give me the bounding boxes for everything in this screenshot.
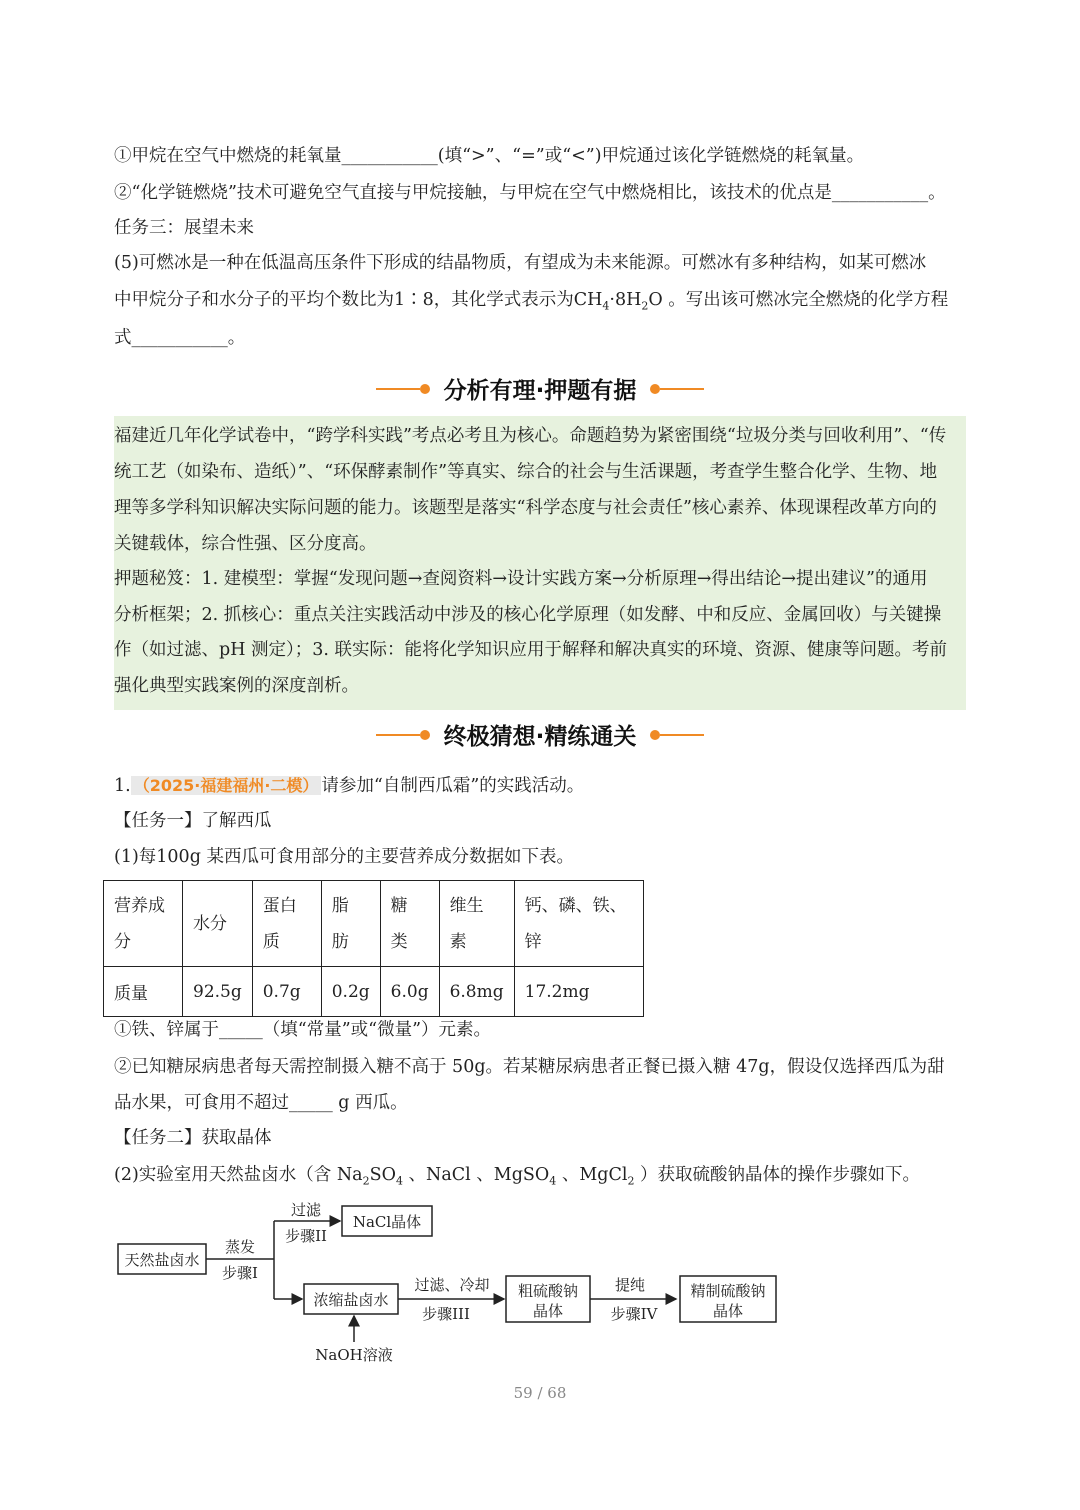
table-cell: 质量 bbox=[104, 967, 183, 1017]
question-line: ①甲烷在空气中燃烧的耗氧量___________(填“>”、“=”或“<”)甲烷通过该化学链燃烧的耗氧量。 bbox=[114, 146, 865, 166]
question-line: (1)每100g 某西瓜可食用部分的主要营养成分数据如下表。 bbox=[114, 847, 574, 867]
table-cell: 0.2g bbox=[321, 967, 380, 1017]
step1-label: 步骤I bbox=[222, 1264, 258, 1282]
naoh-label: NaOH溶液 bbox=[315, 1346, 393, 1364]
question-line: 品水果，可食用不超过_____ g 西瓜。 bbox=[114, 1093, 408, 1113]
crude-label: 粗硫酸钠 bbox=[517, 1282, 579, 1300]
table-cell: 6.8mg bbox=[439, 967, 514, 1017]
table-cell: 17.2mg bbox=[514, 967, 643, 1017]
nutrition-table bbox=[103, 880, 644, 1017]
table-header: 营养成 分 bbox=[104, 881, 183, 967]
question-line: 式___________。 bbox=[114, 328, 246, 348]
table-header: 维生 素 bbox=[439, 881, 514, 967]
filter-cool-label: 过滤、冷却 bbox=[414, 1276, 490, 1294]
step4-label: 步骤IV bbox=[610, 1305, 658, 1323]
table-cell: 0.7g bbox=[252, 967, 321, 1017]
table-header: 水分 bbox=[183, 881, 253, 967]
refined-label: 晶体 bbox=[712, 1302, 744, 1320]
filter-label: 过滤 bbox=[290, 1201, 322, 1219]
evap-label: 蒸发 bbox=[224, 1238, 256, 1256]
table-header: 蛋白 质 bbox=[252, 881, 321, 967]
table-row bbox=[104, 881, 644, 967]
nacl-label: NaCl晶体 bbox=[352, 1213, 422, 1231]
table-cell: 6.0g bbox=[380, 967, 439, 1017]
source-label: 天然盐卤水 bbox=[124, 1251, 200, 1269]
refined-label: 精制硫酸钠 bbox=[690, 1282, 766, 1300]
process-flow-diagram bbox=[110, 1196, 790, 1372]
table-cell: 92.5g bbox=[183, 967, 253, 1017]
table-header: 脂 肪 bbox=[321, 881, 380, 967]
step2-label: 步骤II bbox=[285, 1227, 327, 1245]
task-heading: 【任务一】了解西瓜 bbox=[114, 811, 272, 831]
table-header: 糖 类 bbox=[380, 881, 439, 967]
page-number: 59 / 68 bbox=[513, 1384, 567, 1402]
step3-label: 步骤III bbox=[422, 1305, 470, 1323]
question-line: (2)实验室用天然盐卤水（含 $Na_2SO_4$ 、NaCl 、MgSO$_4$ 、MgCl$_2$ ）获取硫酸钠晶体的操作步骤如下。 bbox=[114, 1165, 921, 1188]
section-title: 分析有理·押题有据 bbox=[0, 372, 1080, 405]
question-line: ②“化学链燃烧”技术可避免空气直接与甲烷接触，与甲烷在空气中燃烧相比，该技术的优点是___________。 bbox=[114, 183, 946, 203]
question-line: ②已知糖尿病患者每天需控制摄入糖不高于 50g。若某糖尿病患者正餐已摄入糖 47g，假设仅选择西瓜为甜 bbox=[114, 1057, 945, 1077]
question-line: (5)可燃冰是一种在低温高压条件下形成的结晶物质，有望成为未来能源。可燃冰有多种结构，如某可燃冰 bbox=[114, 253, 927, 273]
table-row bbox=[104, 967, 644, 1017]
question-intro: 1. （2025·福建福州·二模） 请参加“自制西瓜霜”的实践活动。 bbox=[114, 776, 585, 796]
concentrate-label: 浓缩盐卤水 bbox=[313, 1291, 389, 1309]
crude-label: 晶体 bbox=[532, 1302, 564, 1320]
source-tag: （2025·福建福州·二模） bbox=[131, 776, 322, 795]
task-heading: 【任务二】获取晶体 bbox=[114, 1128, 272, 1148]
task-heading: 任务三：展望未来 bbox=[114, 218, 254, 238]
section-title: 终极猜想·精练通关 bbox=[0, 718, 1080, 751]
table-header: 钙、磷、铁、 锌 bbox=[514, 881, 643, 967]
question-line: 中甲烷分子和水分子的平均个数比为1∶8，其化学式表示为$CH_4\cdot 8H_2O$ 。写出该可燃冰完全燃烧的化学方程 bbox=[114, 290, 949, 313]
purify-label: 提纯 bbox=[614, 1276, 646, 1294]
analysis-box: 福建近几年化学试卷中，“跨学科实践”考点必考且为核心。命题趋势为紧密围绕“垃圾分类与回收利用”、“传 统工艺（如染布、造纸）”、“环保酵素制作”等真实、综合的社会与生活课题，考查学生整合化学、生物、地 理等多学科知识解决实际问题的能力。该题型是落实“科学态度与社会责任”核心素养、体现课程改革方向的 关键载体，综合性强、区分度高。 押题秘笈：1. 建模型：掌握“发现问题→查阅资料→设计实践方案→分析原理→得出结论→提出建议”的通用 分析框架；2. 抓核心：重点关注实践活动中涉及的核心化学原理（如发酵、中和反应、金属回收）与关键操 作（如过滤、pH 测定）；3. 联实际：能将化学知识应用于解释和解决真实的环境、资源、健康等问题。考前 强化典型实践案例的深度剖析。 bbox=[114, 416, 966, 710]
question-line: ①铁、锌属于_____（填“常量”或“微量”）元素。 bbox=[114, 1020, 492, 1040]
